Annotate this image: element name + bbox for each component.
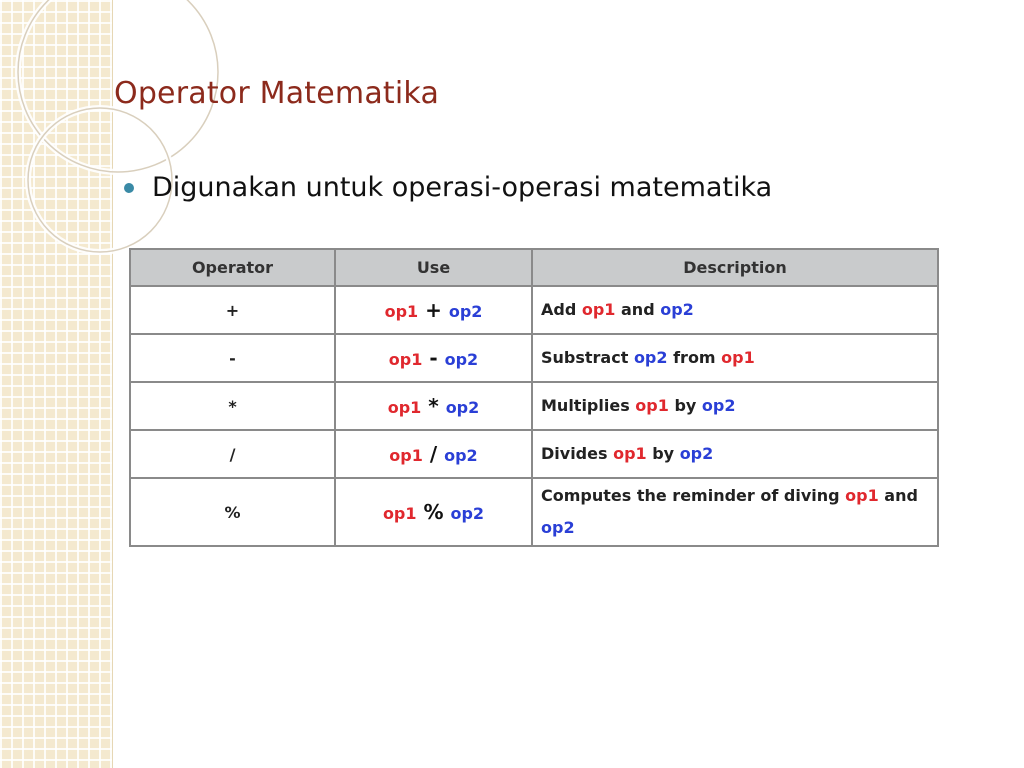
- description-text: op2: [679, 444, 714, 463]
- header-description: Description: [532, 249, 938, 286]
- header-operator: Operator: [130, 249, 335, 286]
- table-row: [130, 382, 938, 430]
- operator-cell: /: [130, 430, 335, 478]
- bullet-text: Digunakan untuk operasi-operasi matematika: [152, 172, 773, 203]
- operator-cell: *: [130, 382, 335, 430]
- use-op2: op2: [448, 302, 483, 321]
- bullet-dot-icon: [124, 183, 134, 193]
- use-op1: op1: [382, 504, 417, 523]
- description-text: from: [667, 348, 722, 367]
- use-op1: op1: [388, 350, 423, 369]
- operator-cell: +: [130, 286, 335, 334]
- description-text: by: [668, 396, 702, 415]
- description-text: op1: [581, 300, 616, 319]
- description-text: Divides: [541, 444, 614, 463]
- table-header-row: [130, 249, 938, 286]
- description-text: by: [646, 444, 680, 463]
- table-row: [130, 286, 938, 334]
- header-use: Use: [335, 249, 532, 286]
- description-cell: [532, 334, 938, 382]
- use-op1: op1: [389, 446, 423, 465]
- use-cell: [335, 382, 532, 430]
- use-op2: op2: [445, 398, 480, 417]
- operator-table: [129, 248, 939, 547]
- description-cell: [532, 478, 938, 546]
- bullet-item: [124, 172, 772, 203]
- description-text: op1: [635, 396, 669, 415]
- operator-cell: %: [130, 478, 335, 546]
- description-text: op1: [613, 444, 647, 463]
- use-cell: [335, 286, 532, 334]
- use-op2: op2: [444, 446, 478, 465]
- use-op2: op2: [444, 350, 479, 369]
- description-text: and: [615, 300, 661, 319]
- description-text: op2: [701, 396, 736, 415]
- description-cell: [532, 382, 938, 430]
- decorative-circles: [0, 0, 240, 280]
- description-cell: [532, 286, 938, 334]
- description-text: op2: [660, 300, 694, 319]
- use-operator-sign: %: [416, 500, 451, 524]
- description-text: and: [878, 486, 918, 505]
- use-cell: [335, 334, 532, 382]
- table-row: [130, 430, 938, 478]
- description-text: Substract: [541, 348, 634, 367]
- table-row: [130, 478, 938, 546]
- use-operator-sign: -: [422, 346, 445, 370]
- description-text: op1: [721, 348, 755, 367]
- use-operator-sign: *: [421, 394, 446, 418]
- use-op1: op1: [387, 398, 422, 417]
- description-text: Computes the reminder of diving: [541, 486, 846, 505]
- description-text: Add: [541, 300, 582, 319]
- use-cell: [335, 430, 532, 478]
- operator-cell: -: [130, 334, 335, 382]
- description-text: op1: [845, 486, 879, 505]
- description-text: op2: [633, 348, 668, 367]
- use-cell: [335, 478, 532, 546]
- use-operator-sign: +: [418, 298, 449, 322]
- description-text: Multiplies: [541, 396, 636, 415]
- use-op1: op1: [384, 302, 419, 321]
- description-text: op2: [541, 518, 575, 537]
- description-cell: [532, 430, 938, 478]
- use-op2: op2: [450, 504, 485, 523]
- table-row: [130, 334, 938, 382]
- slide-title: Operator Matematika: [114, 76, 440, 111]
- use-operator-sign: /: [422, 442, 445, 466]
